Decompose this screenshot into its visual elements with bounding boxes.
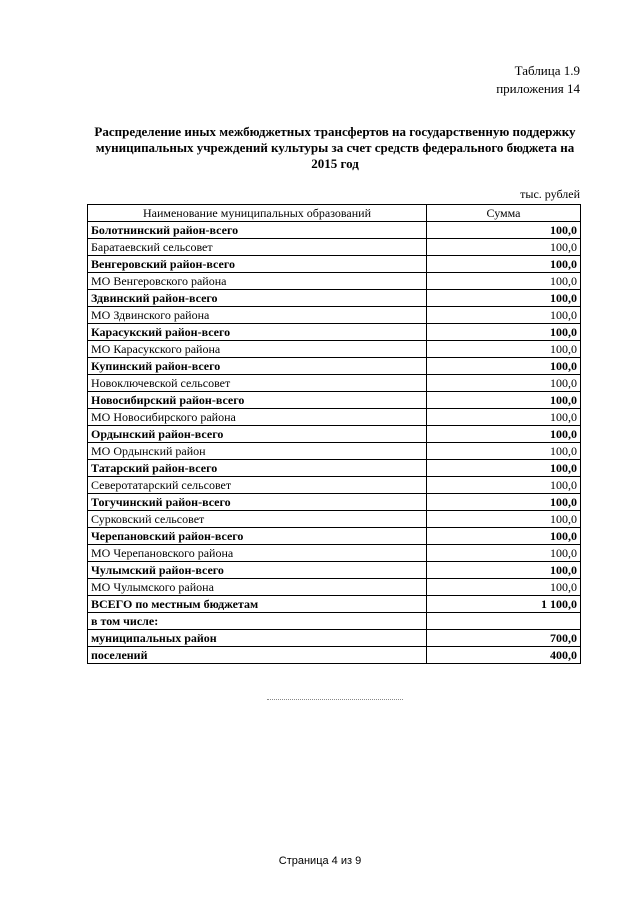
- table-label: Таблица 1.9: [514, 63, 580, 78]
- subtotal-row: [88, 647, 581, 664]
- row-sum: 100,0: [427, 511, 581, 528]
- row-name: в том числе:: [88, 613, 427, 630]
- row-sum: 100,0: [427, 392, 581, 409]
- row-name: Здвинский район-всего: [88, 290, 427, 307]
- appendix-label: приложения 14: [496, 81, 580, 96]
- row-name: Татарский район-всего: [88, 460, 427, 477]
- row-name: Болотнинский район-всего: [88, 222, 427, 239]
- table-row: [88, 222, 581, 239]
- table-header-row: [88, 205, 581, 222]
- row-name: Купинский район-всего: [88, 358, 427, 375]
- table-row: [88, 273, 581, 290]
- table-row: [88, 494, 581, 511]
- row-name: Северотатарский сельсовет: [88, 477, 427, 494]
- row-name: Тогучинский район-всего: [88, 494, 427, 511]
- page-number: Страница 4 из 9: [278, 855, 362, 867]
- table-row: [88, 409, 581, 426]
- row-sum: 100,0: [427, 324, 581, 341]
- table-row: [88, 460, 581, 477]
- row-sum: 100,0: [427, 290, 581, 307]
- table-row: [88, 290, 581, 307]
- row-name: Черепановский район-всего: [88, 528, 427, 545]
- table-row: [88, 545, 581, 562]
- dotted-separator: [267, 699, 403, 700]
- row-name: Ордынский район-всего: [88, 426, 427, 443]
- table-row: [88, 358, 581, 375]
- row-name: МО Здвинского района: [88, 307, 427, 324]
- title-line-1: Распределение иных межбюджетных трансфертов на государственную поддержку: [94, 124, 576, 139]
- row-name: МО Карасукского района: [88, 341, 427, 358]
- row-sum: 700,0: [427, 630, 581, 647]
- row-name: Баратаевский сельсовет: [88, 239, 427, 256]
- column-header-name: Наименование муниципальных образований: [88, 205, 427, 222]
- total-row: [88, 596, 581, 613]
- title-line-2: муниципальных учреждений культуры за счет средств федерального бюджета на: [95, 140, 575, 155]
- title-line-3: 2015 год: [311, 156, 359, 171]
- row-sum: 100,0: [427, 579, 581, 596]
- row-sum: 100,0: [427, 273, 581, 290]
- row-name: ВСЕГО по местным бюджетам: [88, 596, 427, 613]
- table-row: [88, 477, 581, 494]
- row-sum: 100,0: [427, 443, 581, 460]
- row-name: МО Чулымского района: [88, 579, 427, 596]
- table-row: [88, 239, 581, 256]
- table-row: [88, 528, 581, 545]
- row-sum: 100,0: [427, 477, 581, 494]
- units-label: тыс. рублей: [520, 187, 580, 201]
- row-sum: 100,0: [427, 545, 581, 562]
- row-sum: [427, 613, 581, 630]
- row-name: Новоключевской сельсовет: [88, 375, 427, 392]
- row-name: Венгеровский район-всего: [88, 256, 427, 273]
- row-name: муниципальных район: [88, 630, 427, 647]
- table-row: [88, 341, 581, 358]
- row-sum: 100,0: [427, 375, 581, 392]
- row-sum: 100,0: [427, 562, 581, 579]
- row-sum: 100,0: [427, 307, 581, 324]
- row-sum: 100,0: [427, 426, 581, 443]
- row-name: МО Новосибирского района: [88, 409, 427, 426]
- row-name: Сурковский сельсовет: [88, 511, 427, 528]
- subtotal-row: [88, 630, 581, 647]
- table-row: [88, 579, 581, 596]
- row-sum: 100,0: [427, 222, 581, 239]
- document-title: [70, 124, 600, 172]
- row-name: МО Ордынский район: [88, 443, 427, 460]
- row-name: поселений: [88, 647, 427, 664]
- row-name: Чулымский район-всего: [88, 562, 427, 579]
- transfers-table: [87, 204, 581, 664]
- including-row: [88, 613, 581, 630]
- table-row: [88, 511, 581, 528]
- row-sum: 100,0: [427, 256, 581, 273]
- row-name: Новосибирский район-всего: [88, 392, 427, 409]
- table-row: [88, 562, 581, 579]
- table-row: [88, 392, 581, 409]
- row-sum: 100,0: [427, 494, 581, 511]
- table-row: [88, 324, 581, 341]
- table-row: [88, 375, 581, 392]
- table-row: [88, 426, 581, 443]
- row-sum: 100,0: [427, 528, 581, 545]
- row-sum: 100,0: [427, 460, 581, 477]
- row-name: МО Венгеровского района: [88, 273, 427, 290]
- table-reference: [496, 62, 580, 98]
- table-row: [88, 443, 581, 460]
- row-name: МО Черепановского района: [88, 545, 427, 562]
- row-sum: 1 100,0: [427, 596, 581, 613]
- row-sum: 100,0: [427, 239, 581, 256]
- table-row: [88, 307, 581, 324]
- column-header-sum: Сумма: [427, 205, 581, 222]
- row-name: Карасукский район-всего: [88, 324, 427, 341]
- row-sum: 400,0: [427, 647, 581, 664]
- row-sum: 100,0: [427, 409, 581, 426]
- table-row: [88, 256, 581, 273]
- row-sum: 100,0: [427, 358, 581, 375]
- row-sum: 100,0: [427, 341, 581, 358]
